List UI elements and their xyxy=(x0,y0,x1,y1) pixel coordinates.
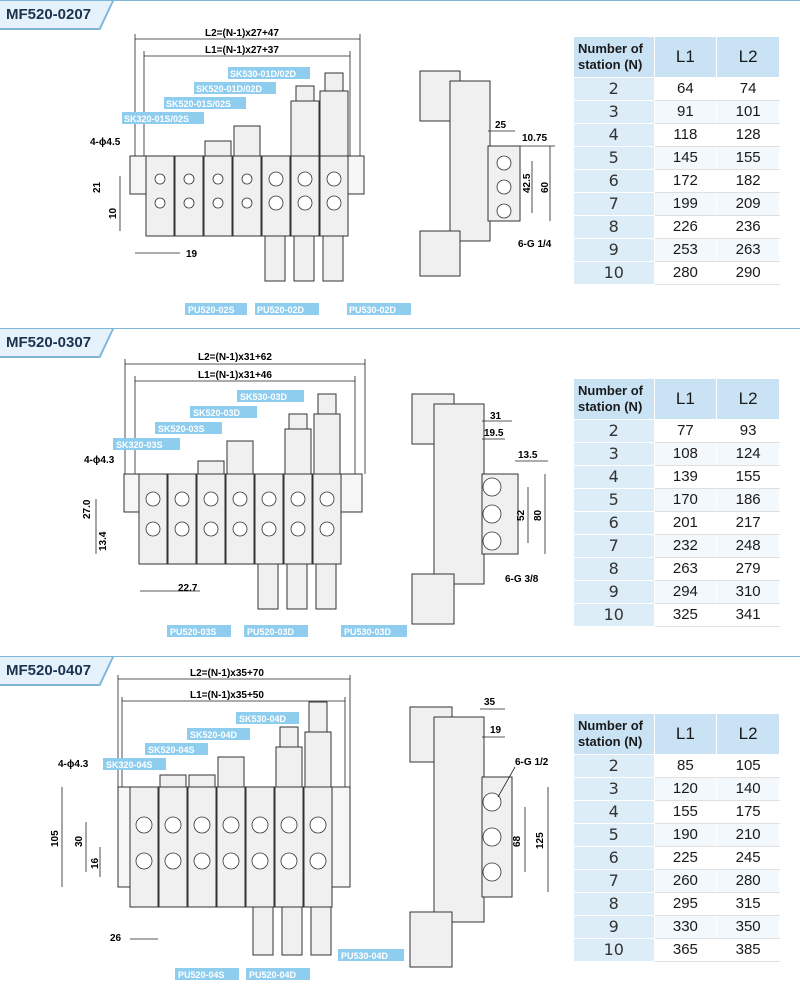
table-row: 3 108 124 xyxy=(574,442,780,465)
callout-sk520d: SK520-01D/02D xyxy=(196,84,263,94)
table-row: 4 118 128 xyxy=(574,123,780,146)
section-mf520-0307 xyxy=(0,328,800,656)
dim-l2: L2=(N-1)x31+62 xyxy=(198,352,272,363)
table-header-l1: L1 xyxy=(654,379,717,419)
dimension-table xyxy=(574,714,780,962)
table-row: 6 172 182 xyxy=(574,169,780,192)
table-header-stations: Number of station (N) xyxy=(574,37,654,77)
table-row: 9 253 263 xyxy=(574,238,780,261)
section-mf520-0407 xyxy=(0,656,800,989)
table-row: 5 190 210 xyxy=(574,823,780,846)
table-row: 3 120 140 xyxy=(574,777,780,800)
dim-h1: 27.0 xyxy=(82,499,93,519)
dim-l2: L2=(N-1)x27+47 xyxy=(205,28,279,39)
dim-42-5: 42.5 xyxy=(522,173,533,193)
table-row: 3 91 101 xyxy=(574,100,780,123)
dim-hole: 4-ϕ4.3 xyxy=(58,759,89,770)
dim-pitch: 19 xyxy=(186,249,198,260)
dim-hole: 4-ϕ4.3 xyxy=(84,455,115,466)
model-title: MF520-0307 xyxy=(6,334,92,351)
table-row: 2 64 74 xyxy=(574,77,780,100)
table-row: 8 295 315 xyxy=(574,892,780,915)
model-title: MF520-0207 xyxy=(6,6,92,23)
table-row: 4 155 175 xyxy=(574,800,780,823)
callout-pu520s: PU520-03S xyxy=(170,627,217,637)
dim-l1: L1=(N-1)x31+46 xyxy=(198,370,272,381)
table-row: 10 365 385 xyxy=(574,938,780,961)
section-mf520-0207 xyxy=(0,0,800,328)
dim-port: 6-G 1/4 xyxy=(518,239,552,250)
table-row: 6 201 217 xyxy=(574,511,780,534)
dim-68: 68 xyxy=(512,835,523,847)
dim-25: 25 xyxy=(495,120,507,131)
dim-port: 6-G 1/2 xyxy=(515,757,549,768)
dim-19: 19 xyxy=(490,725,502,736)
dim-80: 80 xyxy=(533,509,544,521)
table-header-l1: L1 xyxy=(654,714,717,754)
table-header-stations: Number of station (N) xyxy=(574,714,654,754)
dim-l1: L1=(N-1)x35+50 xyxy=(190,690,264,701)
dim-105: 105 xyxy=(50,830,61,847)
table-header-l1: L1 xyxy=(654,37,717,77)
dim-19-5: 19.5 xyxy=(484,428,504,439)
dim-125: 125 xyxy=(535,832,546,849)
dim-60: 60 xyxy=(540,181,551,193)
dim-10-75: 10.75 xyxy=(522,133,548,144)
callout-pu520d: PU520-04D xyxy=(249,970,297,980)
table-row: 10 280 290 xyxy=(574,261,780,284)
table-row: 9 330 350 xyxy=(574,915,780,938)
callout-pu520s: PU520-02S xyxy=(188,305,235,315)
table-row: 5 170 186 xyxy=(574,488,780,511)
callout-sk320: SK320-04S xyxy=(106,760,153,770)
table-header-l2: L2 xyxy=(717,379,780,419)
table-row: 6 225 245 xyxy=(574,846,780,869)
dimension-table xyxy=(574,379,780,627)
dim-16: 16 xyxy=(90,857,101,869)
callout-sk530: SK530-04D xyxy=(239,714,287,724)
dim-52: 52 xyxy=(516,509,527,521)
table-row: 7 232 248 xyxy=(574,534,780,557)
manifold-drawing xyxy=(0,1,570,329)
table-row: 7 199 209 xyxy=(574,192,780,215)
table-row: 8 263 279 xyxy=(574,557,780,580)
callout-sk320: SK320-01S/02S xyxy=(124,114,190,124)
callout-sk520s: SK520-01S/02S xyxy=(166,99,232,109)
table-row: 7 260 280 xyxy=(574,869,780,892)
callout-sk520s: SK520-03S xyxy=(158,424,205,434)
callout-sk520d: SK520-03D xyxy=(193,408,241,418)
table-row: 2 85 105 xyxy=(574,754,780,777)
dimension-table xyxy=(574,37,780,285)
model-title: MF520-0407 xyxy=(6,662,92,679)
table-row: 10 325 341 xyxy=(574,603,780,626)
table-row: 8 226 236 xyxy=(574,215,780,238)
callout-pu530d: PU530-04D xyxy=(341,951,389,961)
table-row: 2 77 93 xyxy=(574,419,780,442)
manifold-drawing xyxy=(0,657,570,989)
callout-pu520d: PU520-02D xyxy=(257,305,305,315)
table-row: 5 145 155 xyxy=(574,146,780,169)
table-header-l2: L2 xyxy=(717,37,780,77)
callout-pu520s: PU520-04S xyxy=(178,970,225,980)
dim-h1: 21 xyxy=(92,181,103,193)
callout-sk320: SK320-03S xyxy=(116,440,163,450)
dim-13-5: 13.5 xyxy=(518,450,538,461)
callout-sk530: SK530-01D/02D xyxy=(230,69,297,79)
callout-sk520s: SK520-04S xyxy=(148,745,195,755)
callout-sk530: SK530-03D xyxy=(240,392,288,402)
dim-30: 30 xyxy=(74,835,85,847)
table-row: 9 294 310 xyxy=(574,580,780,603)
dim-pitch: 22.7 xyxy=(178,583,198,594)
callout-pu520d: PU520-03D xyxy=(247,627,295,637)
table-row: 4 139 155 xyxy=(574,465,780,488)
table-header-l2: L2 xyxy=(717,714,780,754)
callout-sk520d: SK520-04D xyxy=(190,730,238,740)
dim-h2: 13.4 xyxy=(98,531,109,551)
dim-l2: L2=(N-1)x35+70 xyxy=(190,668,264,679)
dim-h2: 10 xyxy=(108,207,119,219)
dim-l1: L1=(N-1)x27+37 xyxy=(205,45,279,56)
callout-pu530d: PU530-02D xyxy=(349,305,397,315)
manifold-drawing xyxy=(0,329,570,657)
dim-hole: 4-ϕ4.5 xyxy=(90,137,121,148)
dim-35: 35 xyxy=(484,697,496,708)
callout-pu530d: PU530-03D xyxy=(344,627,392,637)
dim-31: 31 xyxy=(490,411,502,422)
table-header-stations: Number of station (N) xyxy=(574,379,654,419)
dim-port: 6-G 3/8 xyxy=(505,574,539,585)
dim-pitch: 26 xyxy=(110,933,122,944)
